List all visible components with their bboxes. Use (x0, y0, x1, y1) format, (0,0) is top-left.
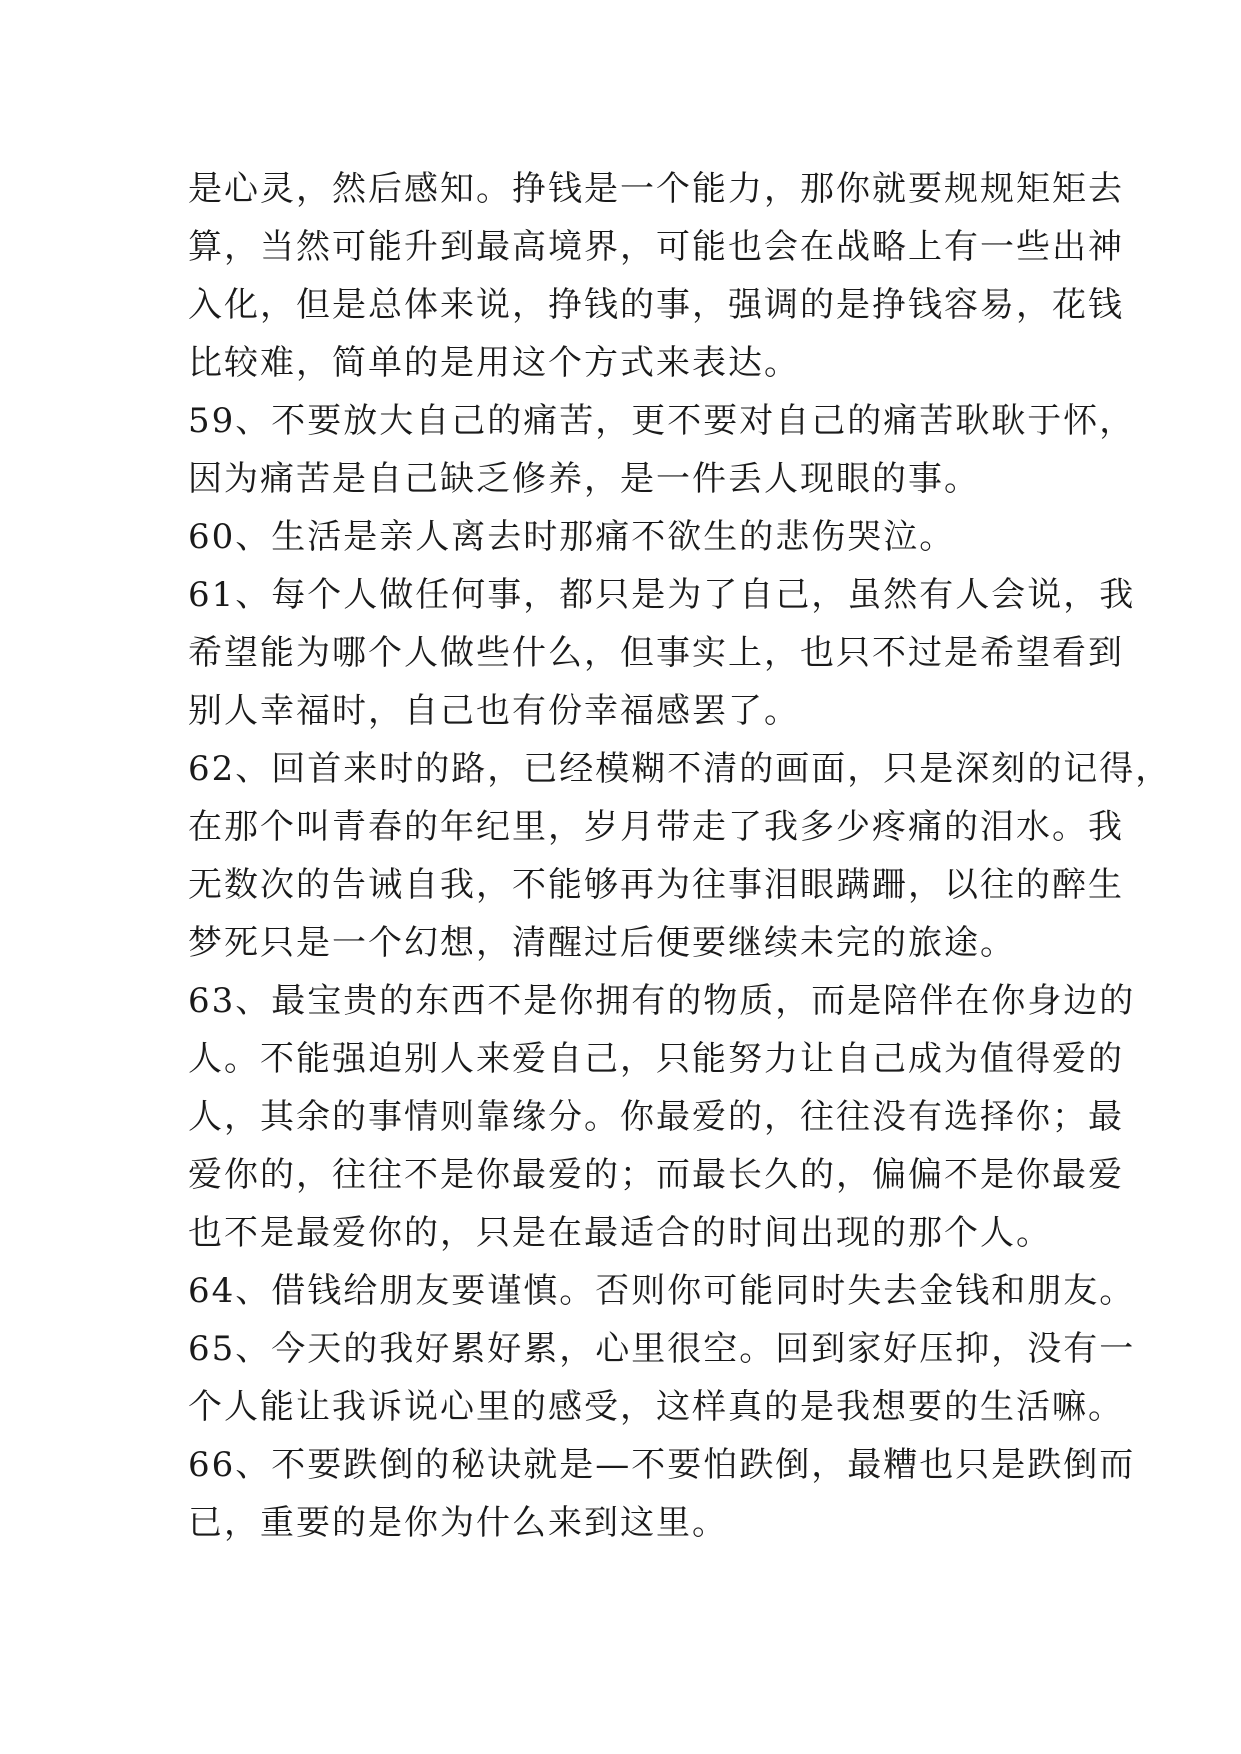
text-line: 人。不能强迫别人来爱自己，只能努力让自己成为值得爱的 (188, 1039, 1124, 1079)
text-line: 已，重要的是你为什么来到这里。 (188, 1503, 728, 1543)
text-line: 是心灵，然后感知。挣钱是一个能力，那你就要规规矩矩去 (188, 169, 1124, 209)
text-line: 63、最宝贵的东西不是你拥有的物质，而是陪伴在你身边的 (188, 981, 1136, 1021)
text-line: 也不是最爱你的，只是在最适合的时间出现的那个人。 (188, 1213, 1052, 1253)
text-line: 59、不要放大自己的痛苦，更不要对自己的痛苦耿耿于怀， (188, 401, 1136, 441)
text-line: 爱你的，往往不是你最爱的；而最长久的，偏偏不是你最爱 (188, 1155, 1124, 1195)
text-line: 62、回首来时的路，已经模糊不清的画面，只是深刻的记得， (188, 749, 1172, 789)
text-line: 66、不要跌倒的秘诀就是—不要怕跌倒，最糟也只是跌倒而 (188, 1445, 1136, 1485)
text-line: 个人能让我诉说心里的感受，这样真的是我想要的生活嘛。 (188, 1387, 1124, 1427)
text-line: 因为痛苦是自己缺乏修养，是一件丢人现眼的事。 (188, 459, 980, 499)
text-line: 65、今天的我好累好累，心里很空。回到家好压抑，没有一 (188, 1329, 1136, 1369)
text-line: 人，其余的事情则靠缘分。你最爱的，往往没有选择你；最 (188, 1097, 1124, 1137)
text-line: 61、每个人做任何事，都只是为了自己，虽然有人会说，我 (188, 575, 1136, 615)
text-line: 别人幸福时，自己也有份幸福感罢了。 (188, 691, 800, 731)
text-line: 在那个叫青春的年纪里，岁月带走了我多少疼痛的泪水。我 (188, 807, 1124, 847)
text-line: 60、生活是亲人离去时那痛不欲生的悲伤哭泣。 (188, 517, 956, 557)
text-line: 入化，但是总体来说，挣钱的事，强调的是挣钱容易，花钱 (188, 285, 1124, 325)
text-line: 64、借钱给朋友要谨慎。否则你可能同时失去金钱和朋友。 (188, 1271, 1136, 1311)
text-line: 梦死只是一个幻想，清醒过后便要继续未完的旅途。 (188, 923, 1016, 963)
body-text (188, 160, 1172, 1552)
text-line: 算，当然可能升到最高境界，可能也会在战略上有一些出神 (188, 227, 1124, 267)
text-line: 无数次的告诫自我，不能够再为往事泪眼蹒跚，以往的醉生 (188, 865, 1124, 905)
text-line: 希望能为哪个人做些什么，但事实上，也只不过是希望看到 (188, 633, 1124, 673)
text-line: 比较难，简单的是用这个方式来表达。 (188, 343, 800, 383)
